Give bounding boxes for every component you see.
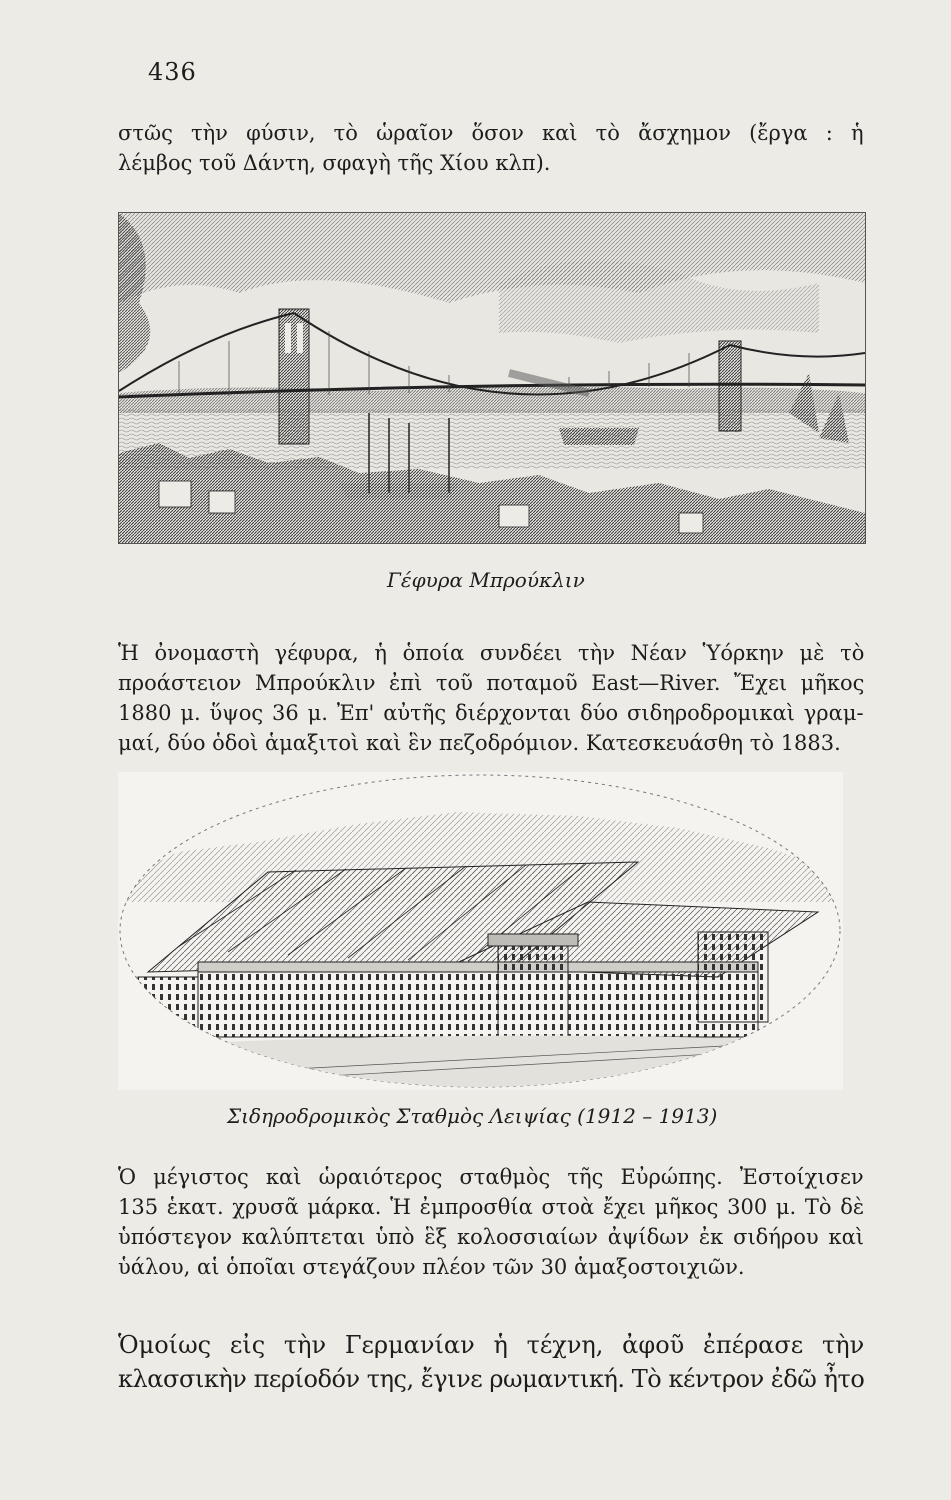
intro-line: λέμβος τοῦ Δάντη, σφαγὴ τῆς Χίου κλπ).	[118, 151, 551, 175]
bridge-caption: Γέφυρα Μπρούκλιν	[387, 568, 585, 592]
station-description	[118, 1162, 864, 1282]
bridge-line: προάστειον Μπρούκλιν ἐπὶ τοῦ ποταμοῦ East—River. Ἔχει μῆκος	[118, 671, 865, 695]
station-line: ὑπόστεγον καλύπτεται ὑπὸ ἓξ κολοσσιαίων ἀψίδων ἐκ σιδήρου καὶ	[118, 1225, 864, 1249]
bridge-line: Ἡ ὀνομαστὴ γέφυρα, ἡ ὁποία συνδέει τὴν Νέαν Ὑόρκην μὲ τὸ	[118, 641, 865, 665]
outro-line: κλασσικὴν περίοδόν της, ἔγινε ρωμαντική. Τὸ κέντρον ἐδῶ ἦτο	[118, 1365, 865, 1393]
bridge-line: μαί, δύο ὁδοὶ ἁμαξιτοὶ καὶ ἓν πεζοδρόμιον. Κατεσκευάσθη τὸ 1883.	[118, 731, 841, 755]
outro-paragraph	[118, 1328, 864, 1396]
brooklyn-bridge-illustration	[118, 212, 866, 544]
station-line: ὑάλου, αἱ ὁποῖαι στεγάζουν πλέον τῶν 30 ἁμαξοστοιχιῶν.	[118, 1255, 745, 1279]
leipzig-station-illustration	[118, 772, 843, 1090]
page-number: 436	[148, 58, 197, 86]
intro-paragraph	[118, 118, 864, 178]
bridge-line: 1880 μ. ὕψος 36 μ. Ἐπ' αὐτῆς διέρχονται δύο σιδηροδρομικαὶ γραμ-	[118, 701, 864, 725]
bridge-description	[118, 638, 864, 758]
station-line: 135 ἑκατ. χρυσᾶ μάρκα. Ἡ ἐμπροσθία στοὰ ἔχει μῆκος 300 μ. Τὸ δὲ	[118, 1195, 865, 1219]
station-line: Ὁ μέγιστος καὶ ὡραιότερος σταθμὸς τῆς Εὐρώπης. Ἐστοίχισεν	[118, 1165, 864, 1189]
outro-line: Ὁμοίως εἰς τὴν Γερμανίαν ἡ τέχνη, ἀφοῦ ἐπέρασε τὴν	[118, 1331, 865, 1359]
station-caption: Σιδηροδρομικὸς Σταθμὸς Λειψίας (1912 – 1913)	[227, 1104, 718, 1128]
intro-line: στῶς τὴν φύσιν, τὸ ὡραῖον ὅσον καὶ τὸ ἄσχημον (ἔργα : ἡ	[118, 121, 864, 145]
